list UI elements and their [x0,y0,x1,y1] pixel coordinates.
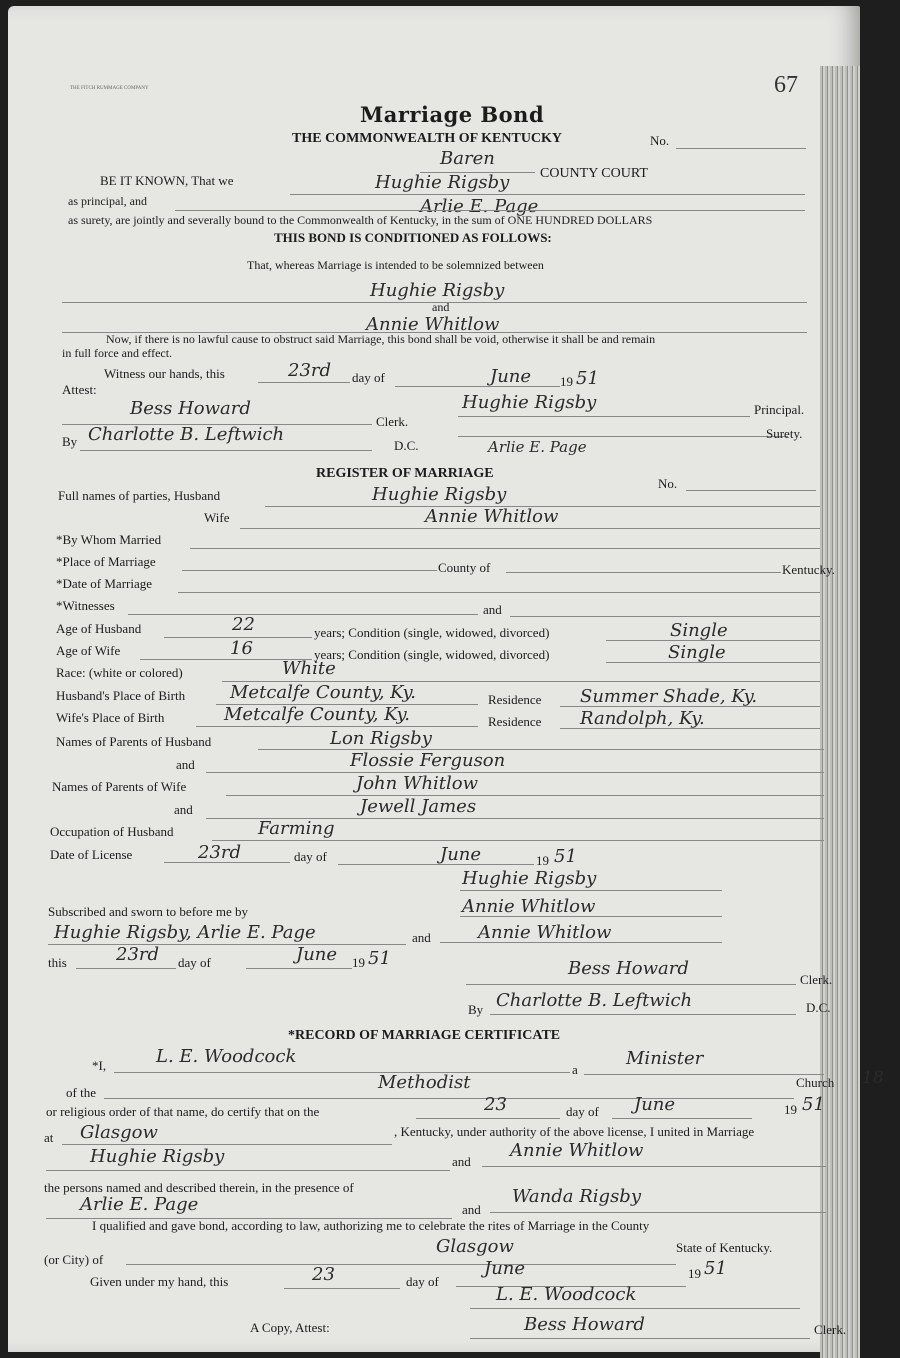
register-husband: Hughie Rigsby [372,484,507,505]
witness-day-of: day of [352,370,385,385]
age-husband: 22 [232,614,255,635]
party2-name: Annie Whitlow [366,314,500,335]
given-under-text: Given under my hand, this [90,1274,229,1289]
witness-year-prefix: 19 [560,374,573,389]
register-dc-label: D.C. [806,1000,831,1015]
sworn-names: Hughie Rigsby, Arlie E. Page [54,922,316,943]
husband-residence-line [560,706,820,707]
witnesses-label: *Witnesses [56,598,115,613]
race-value: White [282,658,336,679]
husband-birth-label: Husband's Place of Birth [56,688,186,703]
witness-year: 51 [576,368,599,389]
full-force-text: in full force and effect. [62,346,173,360]
register-husband-sig-line [460,890,722,891]
full-names-label: Full names of parties, Husband [58,488,221,503]
bond-clerk-signature: Bess Howard [130,398,251,419]
register-wife-signature: Annie Whitlow [462,896,596,917]
church-label: Church [796,1075,835,1090]
cert-witness2-line [490,1212,826,1213]
sworn-month: June [296,944,338,965]
given-day-of: day of [406,1274,439,1289]
by-whom-line [190,548,820,549]
husband-father: Lon Rigsby [330,728,432,749]
officiant-signature: L. E. Woodcock [496,1284,637,1305]
wife-condition-line [606,662,820,663]
cert-day: 23 [484,1094,507,1115]
principal-name: Hughie Rigsby [375,172,510,193]
given-year: 51 [704,1258,727,1279]
cert-month-line [612,1118,752,1119]
of-the-label: of the [66,1085,96,1100]
cert-bride-line [482,1166,826,1167]
wife-father: John Whitlow [356,773,479,794]
husband-mother: Flossie Ferguson [350,750,506,771]
by-whom-label: *By Whom Married [56,532,162,547]
conditioned-heading: THIS BOND IS CONDITIONED AS FOLLOWS: [274,230,552,245]
cert-year: 51 [802,1094,825,1115]
register-clerk-line [466,984,796,985]
bond-surety-signature: Arlie E. Page [488,438,587,456]
wife-birth-line [196,726,478,727]
cert-groom-and: and [452,1154,471,1169]
register-wife-line [240,528,820,529]
witness-day-line [258,382,350,383]
witness-text: Witness our hands, this [104,366,225,381]
husband-residence: Summer Shade, Ky. [580,686,758,707]
wife-label: Wife [204,510,230,525]
license-month-line [338,864,534,865]
license-year-prefix: 19 [536,853,549,868]
party1-name: Hughie Rigsby [370,280,505,301]
husband-birth: Metcalfe County, Ky. [230,682,416,703]
wife-residence: Randolph, Ky. [580,708,705,729]
surety-text: as surety, are jointly and severally bound to the Commonwealth of Kentucky, in the sum of ONE HUNDRED DOLLARS [68,213,653,227]
officiant-role: Minister [626,1048,704,1069]
at-label: at [44,1130,54,1145]
wife-residence-label: Residence [488,714,542,729]
license-year: 51 [554,846,577,867]
age-wife: 16 [230,638,253,659]
bond-by-label: By [62,434,78,449]
register-no-line [686,490,816,491]
given-year-prefix: 19 [688,1266,701,1281]
register-heading: REGISTER OF MARRIAGE [316,466,494,481]
given-day: 23 [312,1264,335,1285]
printer-mark: THE FITCH RUMMAGE COMPANY [70,86,149,91]
county-of-line [506,572,781,573]
sworn-and: and [412,930,431,945]
given-month: June [484,1258,526,1279]
parents-wife-label: Names of Parents of Wife [52,779,187,794]
surety-name: Arlie E. Page [420,196,539,217]
page-stack-edge [820,66,860,1358]
witness-month: June [490,366,532,387]
copy-clerk-signature: Bess Howard [524,1314,645,1335]
wife-birth-label: Wife's Place of Birth [56,710,165,725]
subscribed-label: Subscribed and sworn to before me by [48,904,249,919]
now-if-text: Now, if there is no lawful cause to obstruct said Marriage, this bond shall be void, otherwise it shall be and remain [106,332,656,346]
sworn-year: 51 [368,948,391,969]
sworn-names-line [48,944,406,945]
county-court-label: COUNTY COURT [540,166,648,181]
wife-birth: Metcalfe County, Ky. [224,704,410,725]
register-no-label: No. [658,476,678,491]
sworn-this: this [48,955,67,970]
kentucky-text: , Kentucky, under authority of the above license, I united in Marriage [394,1124,755,1139]
husband-condition-line [606,640,820,641]
church-name: Methodist [378,1072,471,1093]
cert-day-line [416,1118,560,1119]
sworn-wife-line [440,942,722,943]
witnesses-and: and [483,602,502,617]
register-clerk-signature: Bess Howard [568,958,689,979]
certificate-heading: *RECORD OF MARRIAGE CERTIFICATE [288,1028,561,1043]
bond-title: Marriage Bond [360,102,545,127]
sworn-month-line [246,968,352,969]
age-wife-label: Age of Wife [56,643,121,658]
county-of-label: County of [438,560,491,575]
party-and: and [432,300,450,314]
qualified-text: I qualified and gave bond, according to law, authorizing me to celebrate the rites of Marriage in the County [92,1218,650,1233]
license-day-of: day of [294,849,327,864]
license-day: 23rd [198,842,242,863]
husband-mother-line [206,772,824,773]
husband-residence-label: Residence [488,692,542,707]
cert-groom-line [46,1170,450,1171]
officiant-name: L. E. Woodcock [156,1046,297,1067]
cert-i-label: *I, [92,1058,107,1073]
register-wife: Annie Whitlow [425,506,559,527]
husband-father-line [258,749,824,750]
cert-a-label: a [572,1062,578,1077]
officiant-line [114,1072,570,1073]
page-number: 67 [774,72,798,98]
occupation-line [212,840,824,841]
date-line [178,592,820,593]
bond-dc-signature: Charlotte B. Leftwich [88,424,285,445]
age-husband-label: Age of Husband [56,621,142,636]
given-day-line [284,1288,400,1289]
race-label: Race: (white or colored) [56,665,183,680]
license-month: June [440,844,482,865]
attest-label: Attest: [62,382,97,397]
occupation-value: Farming [258,818,335,839]
register-dc-signature: Charlotte B. Leftwich [496,990,693,1011]
bond-no-label: No. [650,133,670,148]
cert-bride: Annie Whitlow [510,1140,644,1161]
witness-month-line [395,386,560,387]
bond-surety-label: Surety. [766,426,803,441]
religious-order-text: or religious order of that name, do certify that on the [46,1104,320,1119]
wife-condition: Single [668,642,726,663]
principal-line [290,194,805,195]
cert-witness1: Arlie E. Page [80,1194,199,1215]
wife-residence-line [560,728,820,729]
license-label: Date of License [50,847,133,862]
be-it-known: BE IT KNOWN, That we [100,173,234,188]
cert-city-line [126,1264,676,1265]
place-label: *Place of Marriage [56,554,156,569]
cert-witness2: Wanda Rigsby [512,1186,641,1207]
copy-attest-label: A Copy, Attest: [250,1320,330,1335]
state-text: State of Kentucky. [676,1240,773,1255]
occupation-label: Occupation of Husband [50,824,174,839]
wife-father-line [226,795,824,796]
bond-clerk-label: Clerk. [376,414,409,429]
commonwealth-heading: THE COMMONWEALTH OF KENTUCKY [292,131,563,146]
register-dc-line [490,1014,796,1015]
cert-place-line [62,1144,392,1145]
date-label: *Date of Marriage [56,576,153,591]
bond-principal-line [458,416,750,417]
cert-city: Glasgow [436,1236,514,1257]
bond-dc-line [80,450,372,451]
cert-year-prefix: 19 [784,1102,797,1117]
cert-month: June [634,1094,676,1115]
county-name: Baren [440,148,495,169]
bond-no-line [676,148,806,149]
condition-label-wife: years; Condition (single, widowed, divorced) [314,647,550,662]
witnesses-line-1 [128,614,478,615]
bond-principal-signature: Hughie Rigsby [462,392,597,413]
register-husband-signature: Hughie Rigsby [462,868,597,889]
kentucky-label: Kentucky. [782,562,835,577]
wife-mother: Jewell James [360,796,477,817]
sworn-wife: Annie Whitlow [478,922,612,943]
register-by-label: By [468,1002,484,1017]
whereas-text: That, whereas Marriage is intended to be solemnized between [247,258,544,272]
bond-dc-label: D.C. [394,438,419,453]
witnesses-line-2 [510,616,820,617]
parents-wife-and: and [174,802,193,817]
sworn-day: 23rd [116,944,160,965]
condition-label-husband: years; Condition (single, widowed, divorced) [314,625,550,640]
parents-husband-and: and [176,757,195,772]
place-line [182,570,437,571]
cert-witness-and: and [462,1202,481,1217]
husband-condition: Single [670,620,728,641]
sworn-day-of: day of [178,955,211,970]
sworn-day-line [76,968,176,969]
bond-principal-label: Principal. [754,402,805,417]
cert-groom: Hughie Rigsby [90,1146,225,1167]
persons-text: the persons named and described therein, in the presence of [44,1180,354,1195]
register-wife-sig-line [460,916,722,917]
witness-day: 23rd [288,360,332,381]
officiant-signature-line [470,1308,800,1309]
sworn-year-prefix: 19 [352,955,365,970]
register-clerk-label: Clerk. [800,972,833,987]
copy-clerk-line [470,1338,810,1339]
or-city-label: (or City) of [44,1252,104,1267]
church-line [104,1098,794,1099]
role-line [584,1074,824,1075]
margin-number: 18 [862,1068,884,1088]
parents-husband-label: Names of Parents of Husband [56,734,212,749]
as-principal: as principal, and [68,194,147,208]
surety-line [175,210,805,211]
copy-clerk-label: Clerk. [814,1322,847,1337]
cert-day-of: day of [566,1104,599,1119]
cert-place: Glasgow [80,1122,158,1143]
license-day-line [164,862,290,863]
bond-surety-line [458,436,788,437]
